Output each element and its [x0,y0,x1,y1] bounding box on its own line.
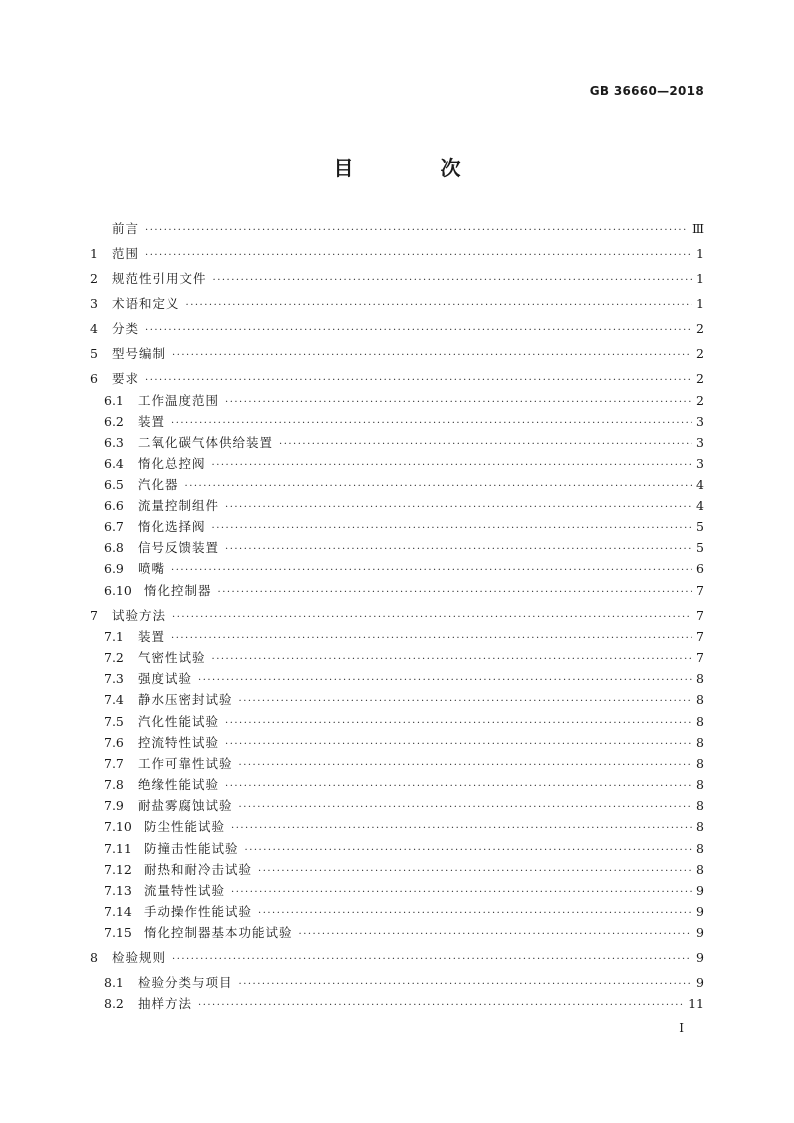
toc-entry-number: 7.5 [104,714,124,729]
toc-entry[interactable] [90,754,704,774]
toc-entry-number: 7.8 [104,777,124,792]
toc-dot-leader [279,439,692,450]
toc-entry-page: 8 [696,819,704,834]
toc-entry[interactable] [90,496,704,516]
toc-entry-title: 汽化性能试验 [138,714,220,729]
toc-dot-leader [145,225,688,236]
toc-entry-title: 前言 [112,221,140,236]
toc-entry[interactable] [90,923,704,943]
toc-entry-number: 6.5 [104,477,124,492]
toc-dot-leader [218,587,692,598]
toc-dot-leader [258,908,692,919]
toc-entry-title: 术语和定义 [112,296,180,311]
toc-dot-leader [225,781,692,792]
toc-entry-title: 防尘性能试验 [144,819,226,834]
toc-entry[interactable] [90,475,704,495]
toc-entry-page: 8 [696,671,704,686]
toc-dot-leader [172,350,692,361]
toc-entry-page: 4 [696,498,704,513]
toc-entry-title: 范围 [112,246,140,261]
toc-entry-title: 惰化总控阀 [138,456,206,471]
toc-dot-leader [225,718,692,729]
toc-entry-title: 装置 [138,629,166,644]
toc-dot-leader [172,612,692,623]
toc-entry[interactable] [90,690,704,710]
toc-entry-title: 试验方法 [112,608,167,623]
toc-entry-page: 9 [696,950,704,965]
toc-dot-leader [225,739,692,750]
toc-entry-number: 6.10 [104,583,132,598]
toc-entry-page: 6 [696,561,704,576]
toc-entry-page: 8 [696,735,704,750]
toc-entry-title: 强度试验 [138,671,193,686]
toc-entry-number: 6.1 [104,393,124,408]
toc-entry-number: 5 [90,346,98,361]
toc-entry-number: 6.2 [104,414,124,429]
toc-entry-title: 防撞击性能试验 [144,841,239,856]
toc-entry[interactable] [90,973,704,993]
toc-entry-page: 2 [696,321,704,336]
toc-entry-page: 7 [696,583,704,598]
toc-entry-title: 流量特性试验 [144,883,226,898]
toc-entry[interactable] [90,344,704,364]
toc-entry-page: 2 [696,393,704,408]
toc-entry-number: 7.10 [104,819,132,834]
toc-entry-page: 2 [696,371,704,386]
toc-entry-page: 9 [696,925,704,940]
toc-dot-leader [198,1000,684,1011]
toc-entry-number: 6 [90,371,98,386]
toc-entry-title: 气密性试验 [138,650,206,665]
toc-entry-title: 规范性引用文件 [112,271,207,286]
toc-entry-page: 5 [696,519,704,534]
toc-entry-number: 3 [90,296,98,311]
toc-entry[interactable] [90,796,704,816]
toc-entry[interactable] [90,733,704,753]
toc-entry-page: 9 [696,904,704,919]
toc-entry-number: 4 [90,321,98,336]
toc-entry-number: 7.4 [104,692,124,707]
toc-entry-page: 3 [696,414,704,429]
toc-entry[interactable] [90,538,704,558]
toc-entry-number: 6.9 [104,561,124,576]
toc-entry[interactable] [90,412,704,432]
toc-entry-title: 要求 [112,371,140,386]
toc-entry-title: 工作可靠性试验 [138,756,233,771]
toc-entry-title: 汽化器 [138,477,179,492]
toc-entry-title: 惰化选择阀 [138,519,206,534]
toc-entry[interactable] [90,712,704,732]
page-title: 目 次 [333,156,501,180]
toc-dot-leader [145,375,692,386]
toc-entry-title: 惰化控制器 [144,583,212,598]
toc-entry-page: 3 [696,435,704,450]
toc-dot-leader [258,866,692,877]
standard-number: GB 36660—2018 [589,84,704,98]
toc-entry-title: 工作温度范围 [138,393,220,408]
toc-dot-leader [171,633,692,644]
toc-dot-leader [185,481,692,492]
toc-dot-leader [186,300,692,311]
toc-entry[interactable] [90,648,704,668]
toc-entry[interactable] [90,994,704,1014]
toc-dot-leader [198,675,692,686]
toc-entry-page: 8 [696,714,704,729]
toc-entry[interactable] [90,454,704,474]
toc-entry-number: 7.7 [104,756,124,771]
toc-entry-title: 静水压密封试验 [138,692,233,707]
toc-entry-number: 7.2 [104,650,124,665]
page-folio: Ⅰ [679,1021,684,1035]
toc-entry-title: 型号编制 [112,346,167,361]
toc-dot-leader [231,887,692,898]
toc-entry-number: 6.7 [104,519,124,534]
toc-dot-leader [239,979,692,990]
toc-entry-title: 检验规则 [112,950,167,965]
toc-entry[interactable] [90,775,704,795]
toc-entry-title: 手动操作性能试验 [144,904,253,919]
toc-entry[interactable] [90,839,704,859]
toc-entry-page: 8 [696,862,704,877]
toc-dot-leader [225,502,692,513]
toc-entry[interactable] [90,244,704,264]
toc-entry-page: 8 [696,841,704,856]
toc-entry-title: 耐热和耐冷击试验 [144,862,253,877]
toc-entry[interactable] [90,269,704,289]
toc-dot-leader [212,523,692,534]
toc-entry[interactable] [90,319,704,339]
toc-entry-page: 11 [688,996,704,1011]
toc-entry-page: 9 [696,883,704,898]
toc-entry[interactable] [90,902,704,922]
toc-entry-number: 6.3 [104,435,124,450]
toc-dot-leader [299,929,692,940]
toc-entry-title: 控流特性试验 [138,735,220,750]
toc-entry-number: 8.1 [104,975,124,990]
toc-entry-page: 7 [696,650,704,665]
toc-entry[interactable] [90,669,704,689]
toc-dot-leader [212,460,692,471]
toc-dot-leader [171,565,692,576]
toc-entry-title: 惰化控制器基本功能试验 [144,925,293,940]
toc-entry-page: 8 [696,756,704,771]
toc-entry[interactable] [90,517,704,537]
toc-dot-leader [145,325,692,336]
toc-entry-title: 信号反馈装置 [138,540,220,555]
toc-entry-number: 7.13 [104,883,132,898]
toc-entry-page: 7 [696,629,704,644]
toc-dot-leader [239,760,692,771]
toc-dot-leader [245,845,692,856]
toc-entry-page: 4 [696,477,704,492]
toc-entry-number: 7.1 [104,629,124,644]
toc-entry[interactable] [90,860,704,880]
toc-entry-page: 5 [696,540,704,555]
toc-dot-leader [225,397,692,408]
toc-entry-title: 喷嘴 [138,561,166,576]
toc-entry[interactable] [90,369,704,389]
toc-entry-number: 7.14 [104,904,132,919]
toc-entry-title: 耐盐雾腐蚀试验 [138,798,233,813]
toc-entry-page: 3 [696,456,704,471]
toc-entry-number: 7.9 [104,798,124,813]
toc-entry-title: 分类 [112,321,140,336]
toc-entry-number: 8 [90,950,98,965]
toc-entry-title: 装置 [138,414,166,429]
toc-dot-leader [145,250,692,261]
toc-entry-number: 2 [90,271,98,286]
toc-dot-leader [239,802,692,813]
toc-entry-number: 7.6 [104,735,124,750]
toc-entry-page: 1 [696,296,704,311]
toc-dot-leader [239,696,692,707]
toc-entry-number: 7.12 [104,862,132,877]
toc-entry[interactable] [90,433,704,453]
toc-entry-number: 7 [90,608,98,623]
toc-dot-leader [225,544,692,555]
toc-entry[interactable] [90,391,704,411]
toc-entry-title: 流量控制组件 [138,498,220,513]
toc-entry[interactable] [90,294,704,314]
toc-entry[interactable] [90,606,704,626]
toc-entry[interactable] [90,627,704,647]
toc-entry-page: 1 [696,271,704,286]
toc-entry-number: 7.11 [104,841,132,856]
toc-dot-leader [213,275,692,286]
toc-dot-leader [172,954,692,965]
toc-entry-page: 8 [696,777,704,792]
toc-entry-number: 7.15 [104,925,132,940]
toc-entry-number: 6.6 [104,498,124,513]
toc-entry-page: 2 [696,346,704,361]
toc-dot-leader [171,418,692,429]
toc-dot-leader [231,823,692,834]
toc-entry-number: 1 [90,246,98,261]
toc-entry[interactable] [90,219,704,239]
toc-entry-number: 8.2 [104,996,124,1011]
toc-entry-page: Ⅲ [691,221,704,236]
toc-entry[interactable] [90,581,704,601]
toc-entry-title: 检验分类与项目 [138,975,233,990]
toc-entry-title: 绝缘性能试验 [138,777,220,792]
toc-entry-page: 8 [696,798,704,813]
toc-entry-title: 抽样方法 [138,996,193,1011]
toc-entry-number: 6.8 [104,540,124,555]
toc-entry-number: 7.3 [104,671,124,686]
toc-entry[interactable] [90,817,704,837]
toc-entry[interactable] [90,881,704,901]
toc-entry-page: 9 [696,975,704,990]
toc-dot-leader [212,654,692,665]
toc-entry-page: 7 [696,608,704,623]
toc-entry-page: 1 [696,246,704,261]
toc-entry[interactable] [90,559,704,579]
toc-entry-title: 二氧化碳气体供给装置 [138,435,274,450]
toc-entry-page: 8 [696,692,704,707]
toc-entry[interactable] [90,948,704,968]
toc-entry-number: 6.4 [104,456,124,471]
